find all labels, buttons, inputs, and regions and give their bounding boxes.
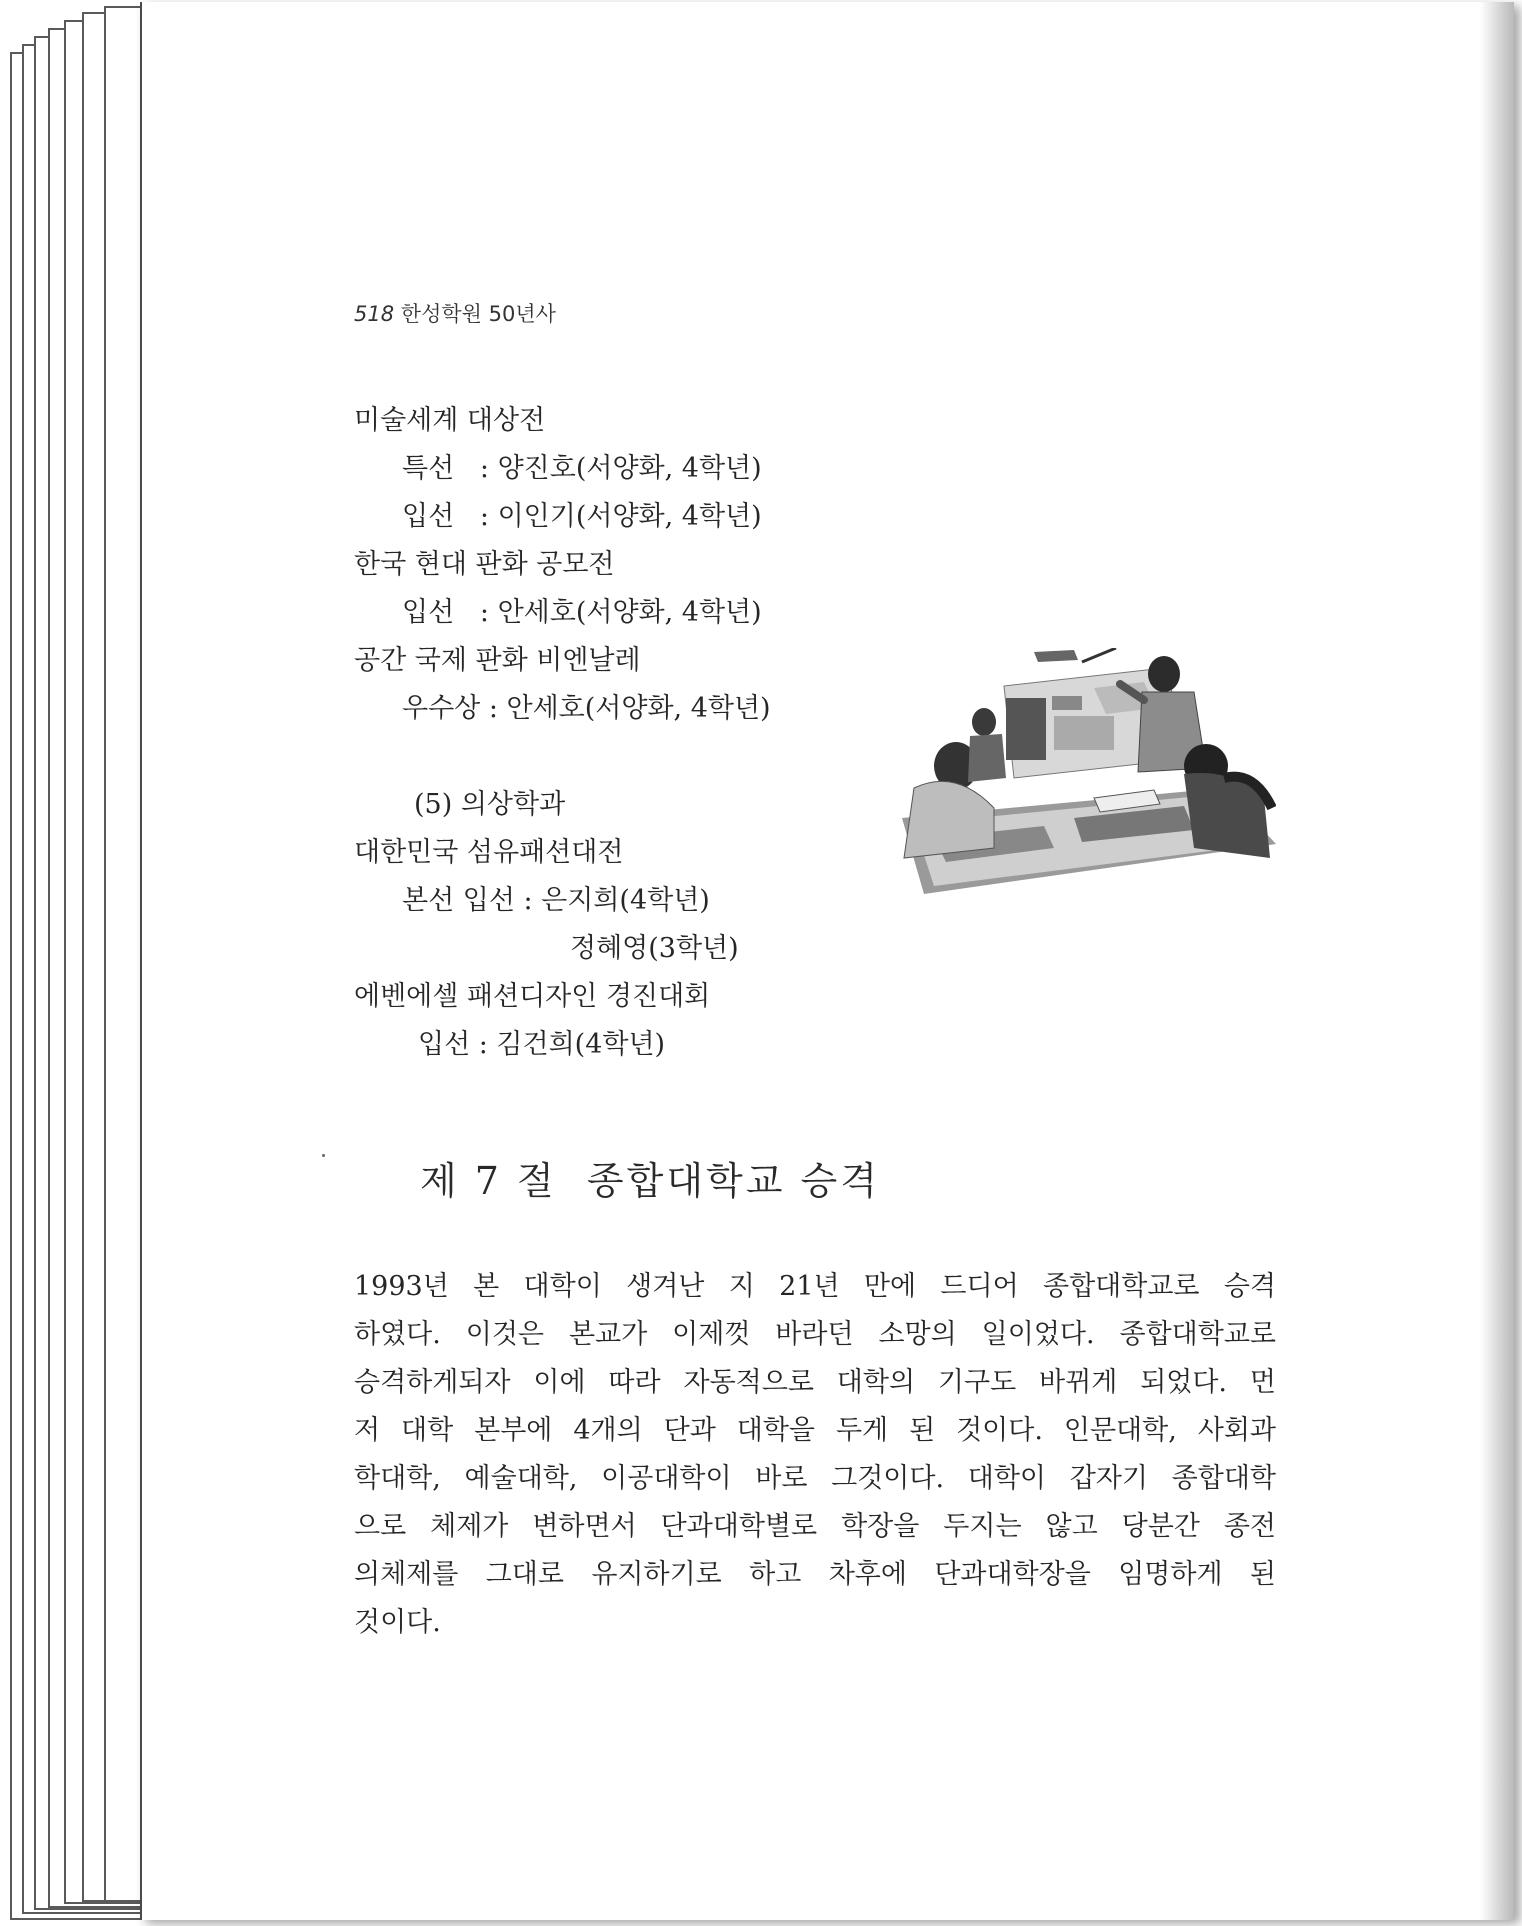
paragraph-line: 것이다. (354, 1607, 441, 1638)
award-category: 대한민국 섬유패션대전 (354, 837, 624, 868)
award-entry: 입선 : 안세호(서양화, 4학년) (402, 597, 762, 628)
book-title: 한성학원 50년사 (400, 302, 556, 326)
paragraph-line: 으로 체제가 변하면서 단과대학별로 학장을 두지는 않고 당분간 종전 (354, 1511, 1276, 1542)
award-entry: 특선 : 양진호(서양화, 4학년) (402, 453, 762, 484)
award-category: 한국 현대 판화 공모전 (354, 549, 615, 580)
print-speck (322, 1154, 325, 1157)
page-number: 518 (354, 302, 395, 326)
section-title: 제 7 절 종합대학교 승격 (420, 1159, 880, 1203)
paragraph-line: 승격하게되자 이에 따라 자동적으로 대학의 기구도 바뀌게 되었다. 먼 (354, 1367, 1276, 1398)
award-entry: 입선 : 이인기(서양화, 4학년) (402, 501, 762, 532)
award-category: 공간 국제 판화 비엔날레 (354, 645, 641, 676)
award-category: 미술세계 대상전 (354, 405, 546, 436)
department-heading: (5) 의상학과 (414, 789, 566, 820)
award-category: 에벤에셀 패션디자인 경진대회 (354, 981, 711, 1012)
award-entry: 입선 : 김건희(4학년) (418, 1029, 666, 1060)
award-entry: 우수상 : 안세호(서양화, 4학년) (402, 693, 771, 724)
paragraph-line: 저 대학 본부에 4개의 단과 대학을 두게 된 것이다. 인문대학, 사회과 (354, 1415, 1276, 1446)
paragraph-line: 하였다. 이것은 본교가 이제껏 바라던 소망의 일이었다. 종합대학교로 (354, 1319, 1276, 1350)
students-photo (894, 648, 1276, 894)
paragraph-line: 1993년 본 대학이 생겨난 지 21년 만에 드디어 종합대학교로 승격 (354, 1271, 1276, 1302)
paragraph-line: 학대학, 예술대학, 이공대학이 바로 그것이다. 대학이 갑자기 종합대학 (354, 1463, 1276, 1494)
page-shadow (1480, 2, 1514, 1920)
paragraph-line: 의체제를 그대로 유지하기로 하고 차후에 단과대학장을 임명하게 된 (354, 1559, 1276, 1590)
running-header (354, 298, 556, 328)
award-entry: 정혜영(3학년) (570, 933, 739, 964)
award-entry: 본선 입선 : 은지희(4학년) (402, 885, 710, 916)
